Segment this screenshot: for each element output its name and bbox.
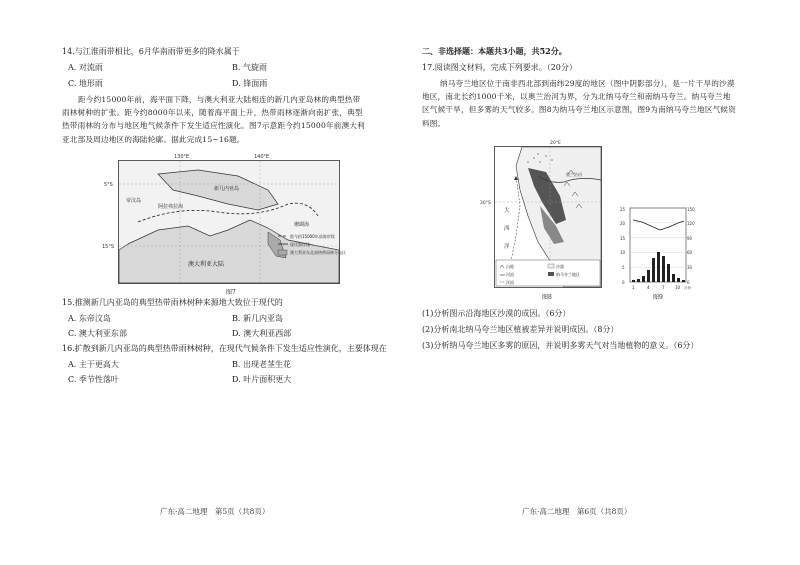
legend-ancient-coast: 距今约15000年前海岸线 — [290, 234, 335, 239]
lon-label-130: 130°E — [174, 154, 190, 160]
y-right-150: 150 — [687, 207, 695, 212]
figure-9-chart — [620, 206, 698, 290]
section-title: 二、非选择题：本题共3小题，共52分。 — [422, 46, 567, 56]
legend-namaqualand: 纳马夸兰地区 — [556, 272, 580, 277]
q15-option-a: A. 东帝汶岛 — [68, 314, 111, 323]
q15-option-d: D. 澳大利亚西部 — [232, 329, 292, 338]
lon-label-140: 140°E — [254, 154, 270, 160]
lat-label-30: 30°S — [480, 201, 491, 206]
legend-rainforest: 澳大利亚东北部热带雨林分布区 — [290, 250, 346, 255]
label-australia: 澳大利亚大陆 — [188, 261, 225, 268]
q17-stem: 17.阅读图文材料，完成下列要求。（20分） — [422, 63, 577, 72]
label-atlantic-2: 西 — [504, 226, 510, 232]
q16-option-d: D. 叶片面积更大 — [232, 375, 292, 384]
legend-modern-coast: 现代海岸线 — [290, 242, 310, 247]
lat-label-5: 5°S — [104, 182, 113, 188]
q15-stem: 15.推测新几内亚岛的典型热带雨林树种来源地大致位于现代的 — [62, 298, 283, 307]
figure-7-caption: 图7 — [226, 289, 236, 296]
map8-legend — [496, 260, 600, 286]
y-right-120: 120 — [687, 221, 695, 226]
y-left-25: 25 — [620, 207, 626, 212]
passage-15-16: 距今约15000年前，海平面下降，与澳大利亚大陆相连的新几内亚岛林的典型热带雨林树种的扩张。距今约8000年以来，随着海平面上升，热带雨林逐渐向南扩张，典型热带雨林的分布与地区地气候条件下发生适应性演化。图7示意距今约15000年前澳大利亚北部及周边地区的海陆轮廓。据此完成15~16题。 — [62, 95, 365, 144]
lon-label-20: 20°E — [550, 141, 561, 146]
y-left-20: 20 — [620, 221, 626, 226]
label-atlantic-1: 大 — [504, 208, 510, 214]
legend-desert: 沙漠 — [556, 264, 564, 269]
x-tick-10: 10 — [675, 285, 681, 290]
label-atlantic-3: 洋 — [504, 244, 510, 250]
q17-sub-1: (1)分析图示沿海地区沙漠的成因。（6分） — [422, 309, 571, 318]
x-axis-label: 月份 — [684, 286, 691, 290]
q15-option-c: C. 澳大利亚东部 — [68, 329, 127, 338]
label-timor: 帝汶岛 — [126, 198, 142, 204]
y-right-60: 60 — [687, 250, 693, 255]
q15-option-b: B. 新几内亚岛 — [232, 314, 283, 323]
y-right-90: 90 — [687, 236, 693, 241]
right-page — [400, 0, 800, 565]
y-right-30: 30 — [687, 265, 693, 270]
x-tick-7: 7 — [662, 285, 665, 290]
y-right-0: 0 — [687, 280, 690, 285]
label-arafura-sea: 阿拉弗拉海 — [158, 204, 184, 210]
q16-option-c: C. 季节性落叶 — [68, 375, 119, 384]
y-left-10: 10 — [620, 250, 626, 255]
y-left-0: 0 — [622, 280, 625, 285]
left-page-footer: 广东·高二地理 第5页（共8页） — [160, 507, 270, 516]
figure-8-caption: 图8 — [542, 294, 552, 301]
figure-8-map — [480, 141, 602, 288]
legend-mountain: 山地 — [506, 264, 514, 269]
q17-sub-2: (2)分析南北纳马夸兰地区植被差异并说明成因。（8分） — [422, 325, 619, 334]
figure-7-map — [102, 154, 346, 284]
q17-sub-3: (3)分析纳马夸兰地区多雾的原因，并说明多雾天气对当地植物的意义。（6分） — [422, 341, 699, 350]
figure-9-caption: 图9 — [653, 294, 663, 301]
q16-option-b: B. 出现老茎生花 — [232, 360, 291, 369]
q14-option-b: B. 气旋雨 — [232, 63, 267, 72]
q16-option-a: A. 主干更高大 — [68, 360, 119, 369]
q14-option-d: D. 锋面雨 — [232, 79, 268, 88]
legend-current: 洋流 — [506, 280, 514, 285]
legend-river: 河流 — [506, 272, 514, 277]
x-tick-1: 1 — [632, 285, 635, 290]
passage-17: 纳马夸兰地区位于南非西北部到南纬29度的地区（图中阴影部分），是一片干旱的沙漠地区，南北长约1000千米，以奥兰治河为界，分为北纳马夸兰和南纳马夸兰。纳马夸兰地区气候干旱，但多雾的天气较多。图8为纳马夸兰地区示意图，图9为南纳马夸兰地区气候资料图。 — [422, 79, 737, 128]
y-left-5: 5 — [622, 265, 625, 270]
label-coral-sea: 珊瑚海 — [294, 222, 310, 228]
y-left-15: 15 — [620, 236, 626, 241]
q14-option-c: C. 地形雨 — [68, 79, 103, 88]
q16-stem: 16.扩散到新几内亚岛的典型热带雨林树种，在现代气候条件下发生适应性演化，主要体现在 — [62, 344, 387, 353]
q14-stem: 14.与江淮雨带相比，6月华南雨带更多的降水属于 — [62, 47, 240, 56]
right-page-footer: 广东·高二地理 第6页（共8页） — [522, 507, 632, 516]
label-new-guinea: 新几内亚岛 — [214, 186, 240, 192]
x-tick-4: 4 — [647, 285, 650, 290]
q14-option-a: A. 对流雨 — [68, 63, 103, 72]
label-orange-river: 奥兰治河 — [566, 172, 582, 177]
lat-label-15: 15°S — [102, 244, 115, 250]
